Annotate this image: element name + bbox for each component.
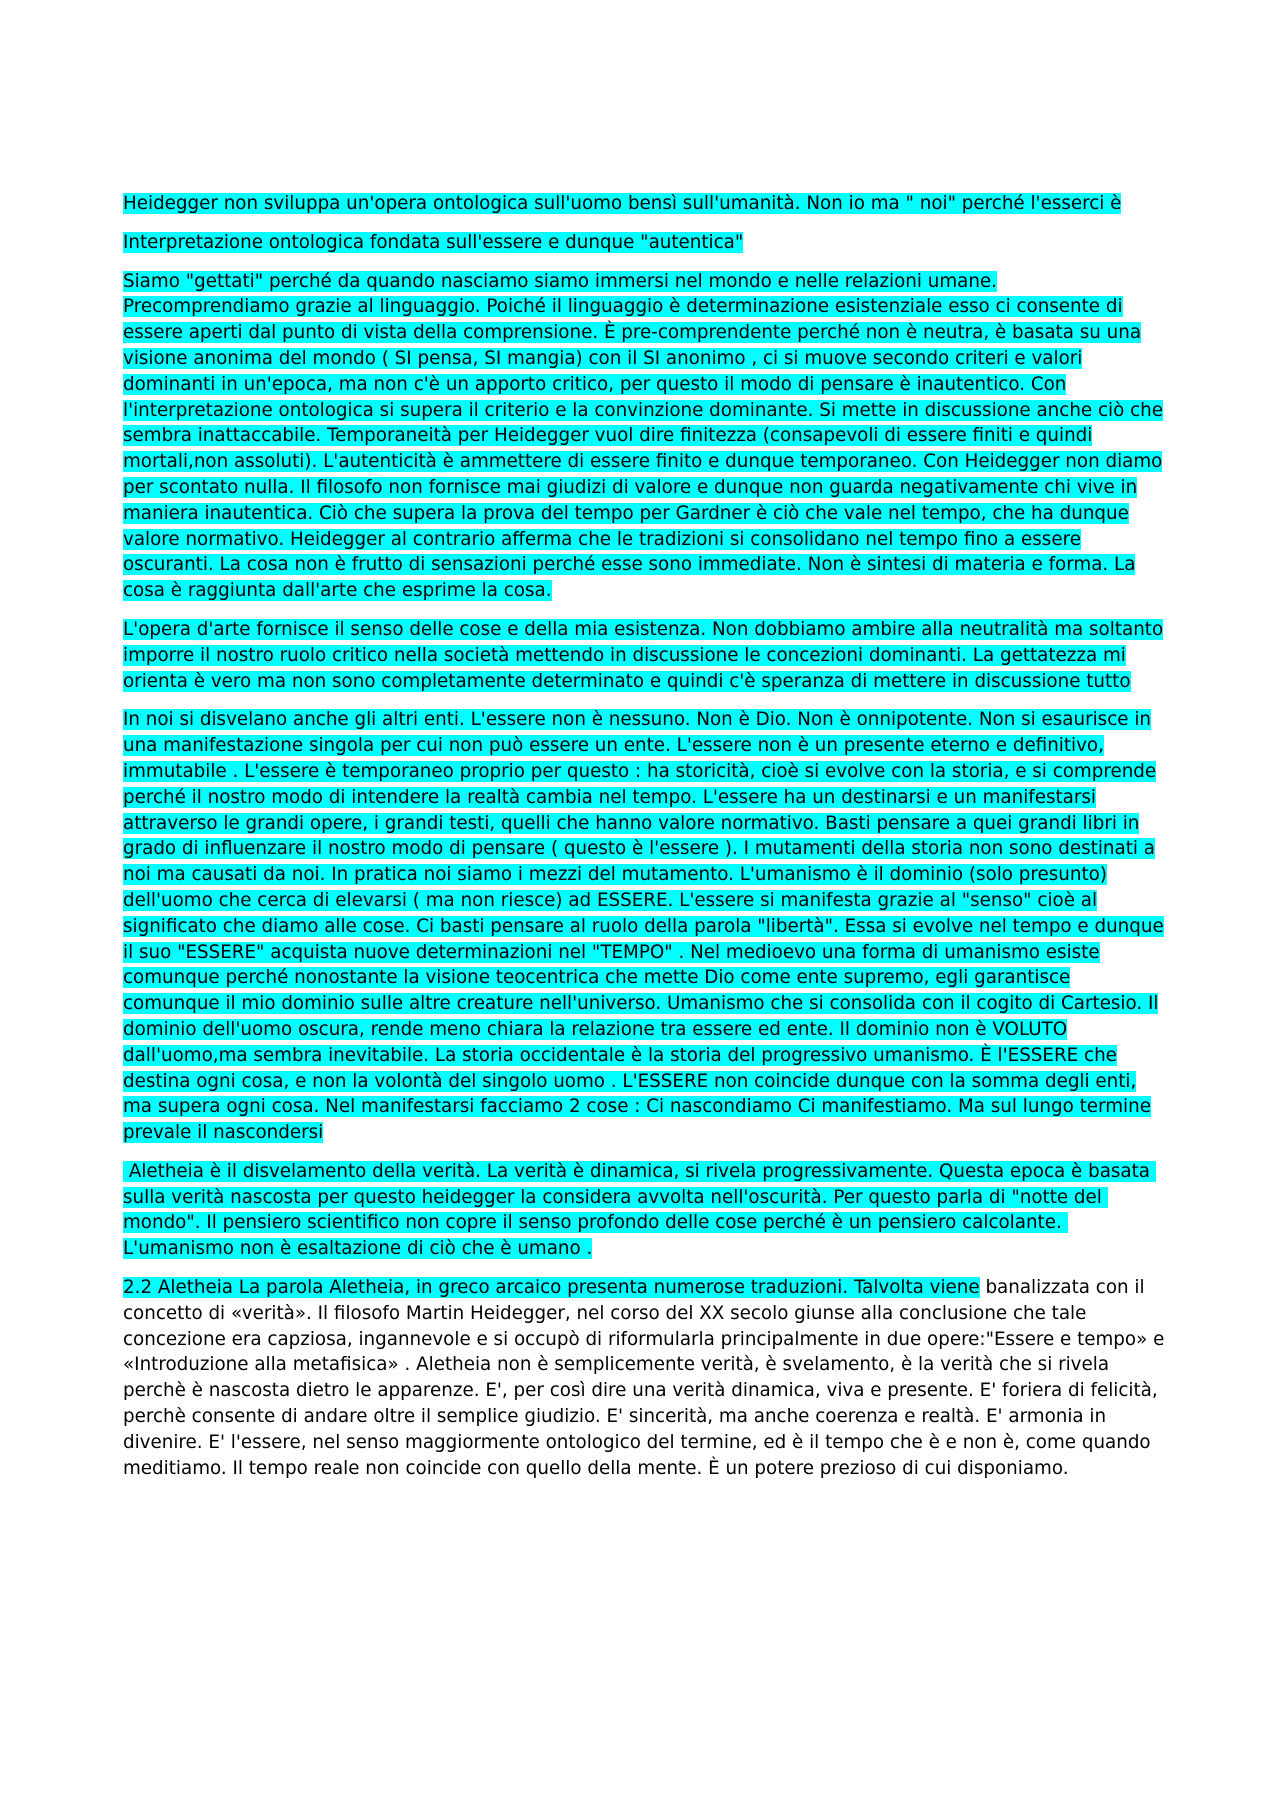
highlighted-text: 2.2 Aletheia La parola Aletheia, in greco arcaico presenta numerose traduzioni. Talvolta viene bbox=[123, 1277, 980, 1299]
paragraph-5 bbox=[123, 707, 1168, 1146]
document-page bbox=[123, 191, 1168, 1494]
plain-text: banalizzata con il concetto di «verità». Il filosofo Martin Heidegger, nel corso del XX secolo giunse alla conclusione che tale concezione era capziosa, ingannevole e si occupò di riformularla principalmente in due opere:"Essere e tempo» e «Introduzione alla metafisica» . Aletheia non è semplicemente verità, è svelamento, è la verità che si rivela perchè è nascosta dietro le apparenze. E', per così dire una verità dinamica, viva e presente. E' foriera di felicità, perchè consente di andare oltre il semplice giudizio. E' sincerità, ma anche coerenza e realtà. E' armonia in divenire. E' l'essere, nel senso maggiormente ontologico del termine, ed è il tempo che è e non è, come quando meditiamo. Il tempo reale non coincide con quello della mente. È un potere prezioso di cui disponiamo. bbox=[123, 1277, 1165, 1479]
highlighted-text: L'opera d'arte fornisce il senso delle cose e della mia esistenza. Non dobbiamo ambire alla neutralità ma soltanto imporre il nostro ruolo critico nella società mettendo in discussione le concezioni dominanti. La gettatezza mi orienta è vero ma non sono completamente determinato e quindi c'è speranza di mettere in discussione tutto bbox=[123, 618, 1164, 692]
highlighted-text: Aletheia è il disvelamento della verità. La verità è dinamica, si rivela progressivamente. Questa epoca è basata sulla verità nascosta per questo heidegger la considera avvolta nell'oscurità. Per questo parla di "notte del mondo". Il pensiero scientifico non copre il senso profondo delle cose perché è un pensiero calcolante. L'umanismo non è esaltazione di ciò che è umano . bbox=[123, 1160, 1156, 1260]
highlighted-text: Heidegger non sviluppa un'opera ontologica sull'uomo bensì sull'umanità. Non io ma " noi" perché l'esserci è bbox=[123, 193, 1122, 214]
highlighted-text: In noi si disvelano anche gli altri enti. L'essere non è nessuno. Non è Dio. Non è onnipotente. Non si esaurisce in una manifestazione singola per cui non può essere un ente. L'essere non è un presente eterno e definitivo, immutabile . L'essere è temporaneo proprio per questo : ha storicità, cioè si evolve con la storia, e si comprende perché il nostro modo di intendere la realtà cambia nel tempo. L'essere ha un destinarsi e un manifestarsi attraverso le grandi opere, i grandi testi, quelli che hanno valore normativo. Basti pensare a quei grandi libri in grado di influenzare il nostro modo di pensare ( questo è l'essere ). I mutamenti della storia non sono destinati a noi ma causati da noi. In pratica noi siamo i mezzi del mutamento. L'umanismo è il dominio (solo presunto) dell'uomo che cerca di elevarsi ( ma non riesce) ad ESSERE. L'essere si manifesta grazie al "senso" cioè al significato che diamo alle cose. Ci basti pensare al ruolo della parola "libertà". Essa si evolve nel tempo e dunque il suo "ESSERE" acquista nuove determinazioni nel "TEMPO" . Nel medioevo una forma di umanismo esiste comunque perché nonostante la visione teocentrica che mette Dio come ente supremo, egli garantisce comunque il mio dominio sulle altre creature nell'universo. Umanismo che si consolida con il cogito di Cartesio. Il dominio dell'uomo oscura, rende meno chiara la relazione tra essere ed ente. Il dominio non è VOLUTO dall'uomo,ma sembra inevitabile. La storia occidentale è la storia del progressivo umanismo. È l'ESSERE che destina ogni cosa, e non la volontà del singolo uomo . L'ESSERE non coincide dunque con la somma degli enti, ma supera ogni cosa. Nel manifestarsi facciamo 2 cose : Ci nascondiamo Ci manifestiamo. Ma sul lungo termine prevale il nascondersi bbox=[123, 709, 1164, 1144]
paragraph-7 bbox=[123, 1275, 1168, 1481]
paragraph-4 bbox=[123, 617, 1168, 694]
paragraph-3 bbox=[123, 269, 1168, 604]
highlighted-text: Siamo "gettati" perché da quando nasciamo siamo immersi nel mondo e nelle relazioni umane. Precomprendiamo grazie al linguaggio. Poiché il linguaggio è determinazione esistenziale esso ci consente di essere aperti dal punto di vista della comprensione. È pre-comprendente perché non è neutra, è basata su una visione anonima del mondo ( SI pensa, SI mangia) con il SI anonimo , ci si muove secondo criteri e valori dominanti in un'epoca, ma non c'è un apporto critico, per questo il modo di pensare è inautentico. Con l'interpretazione ontologica si supera il criterio e la convinzione dominante. Si mette in discussione anche ciò che sembra inattaccabile. Temporaneità per Heidegger vuol dire finitezza (consapevoli di essere finiti e quindi mortali,non assoluti). L'autenticità è ammettere di essere finito e dunque temporaneo. Con Heidegger non diamo per scontato nulla. Il filosofo non fornisce mai giudizi di valore e dunque non guarda negativamente chi vive in maniera inautentica. Ciò che supera la prova del tempo per Gardner è ciò che vale nel tempo, che ha dunque valore normativo. Heidegger al contrario afferma che le tradizioni si consolidano nel tempo fino a essere oscuranti. La cosa non è frutto di sensazioni perché esse sono immediate. Non è sintesi di materia e forma. La cosa è raggiunta dall'arte che esprime la cosa. bbox=[123, 270, 1163, 602]
paragraph-1 bbox=[123, 191, 1168, 217]
highlighted-text: Interpretazione ontologica fondata sull'essere e dunque "autentica" bbox=[123, 231, 744, 253]
paragraph-6 bbox=[123, 1159, 1168, 1262]
paragraph-2 bbox=[123, 230, 1168, 256]
